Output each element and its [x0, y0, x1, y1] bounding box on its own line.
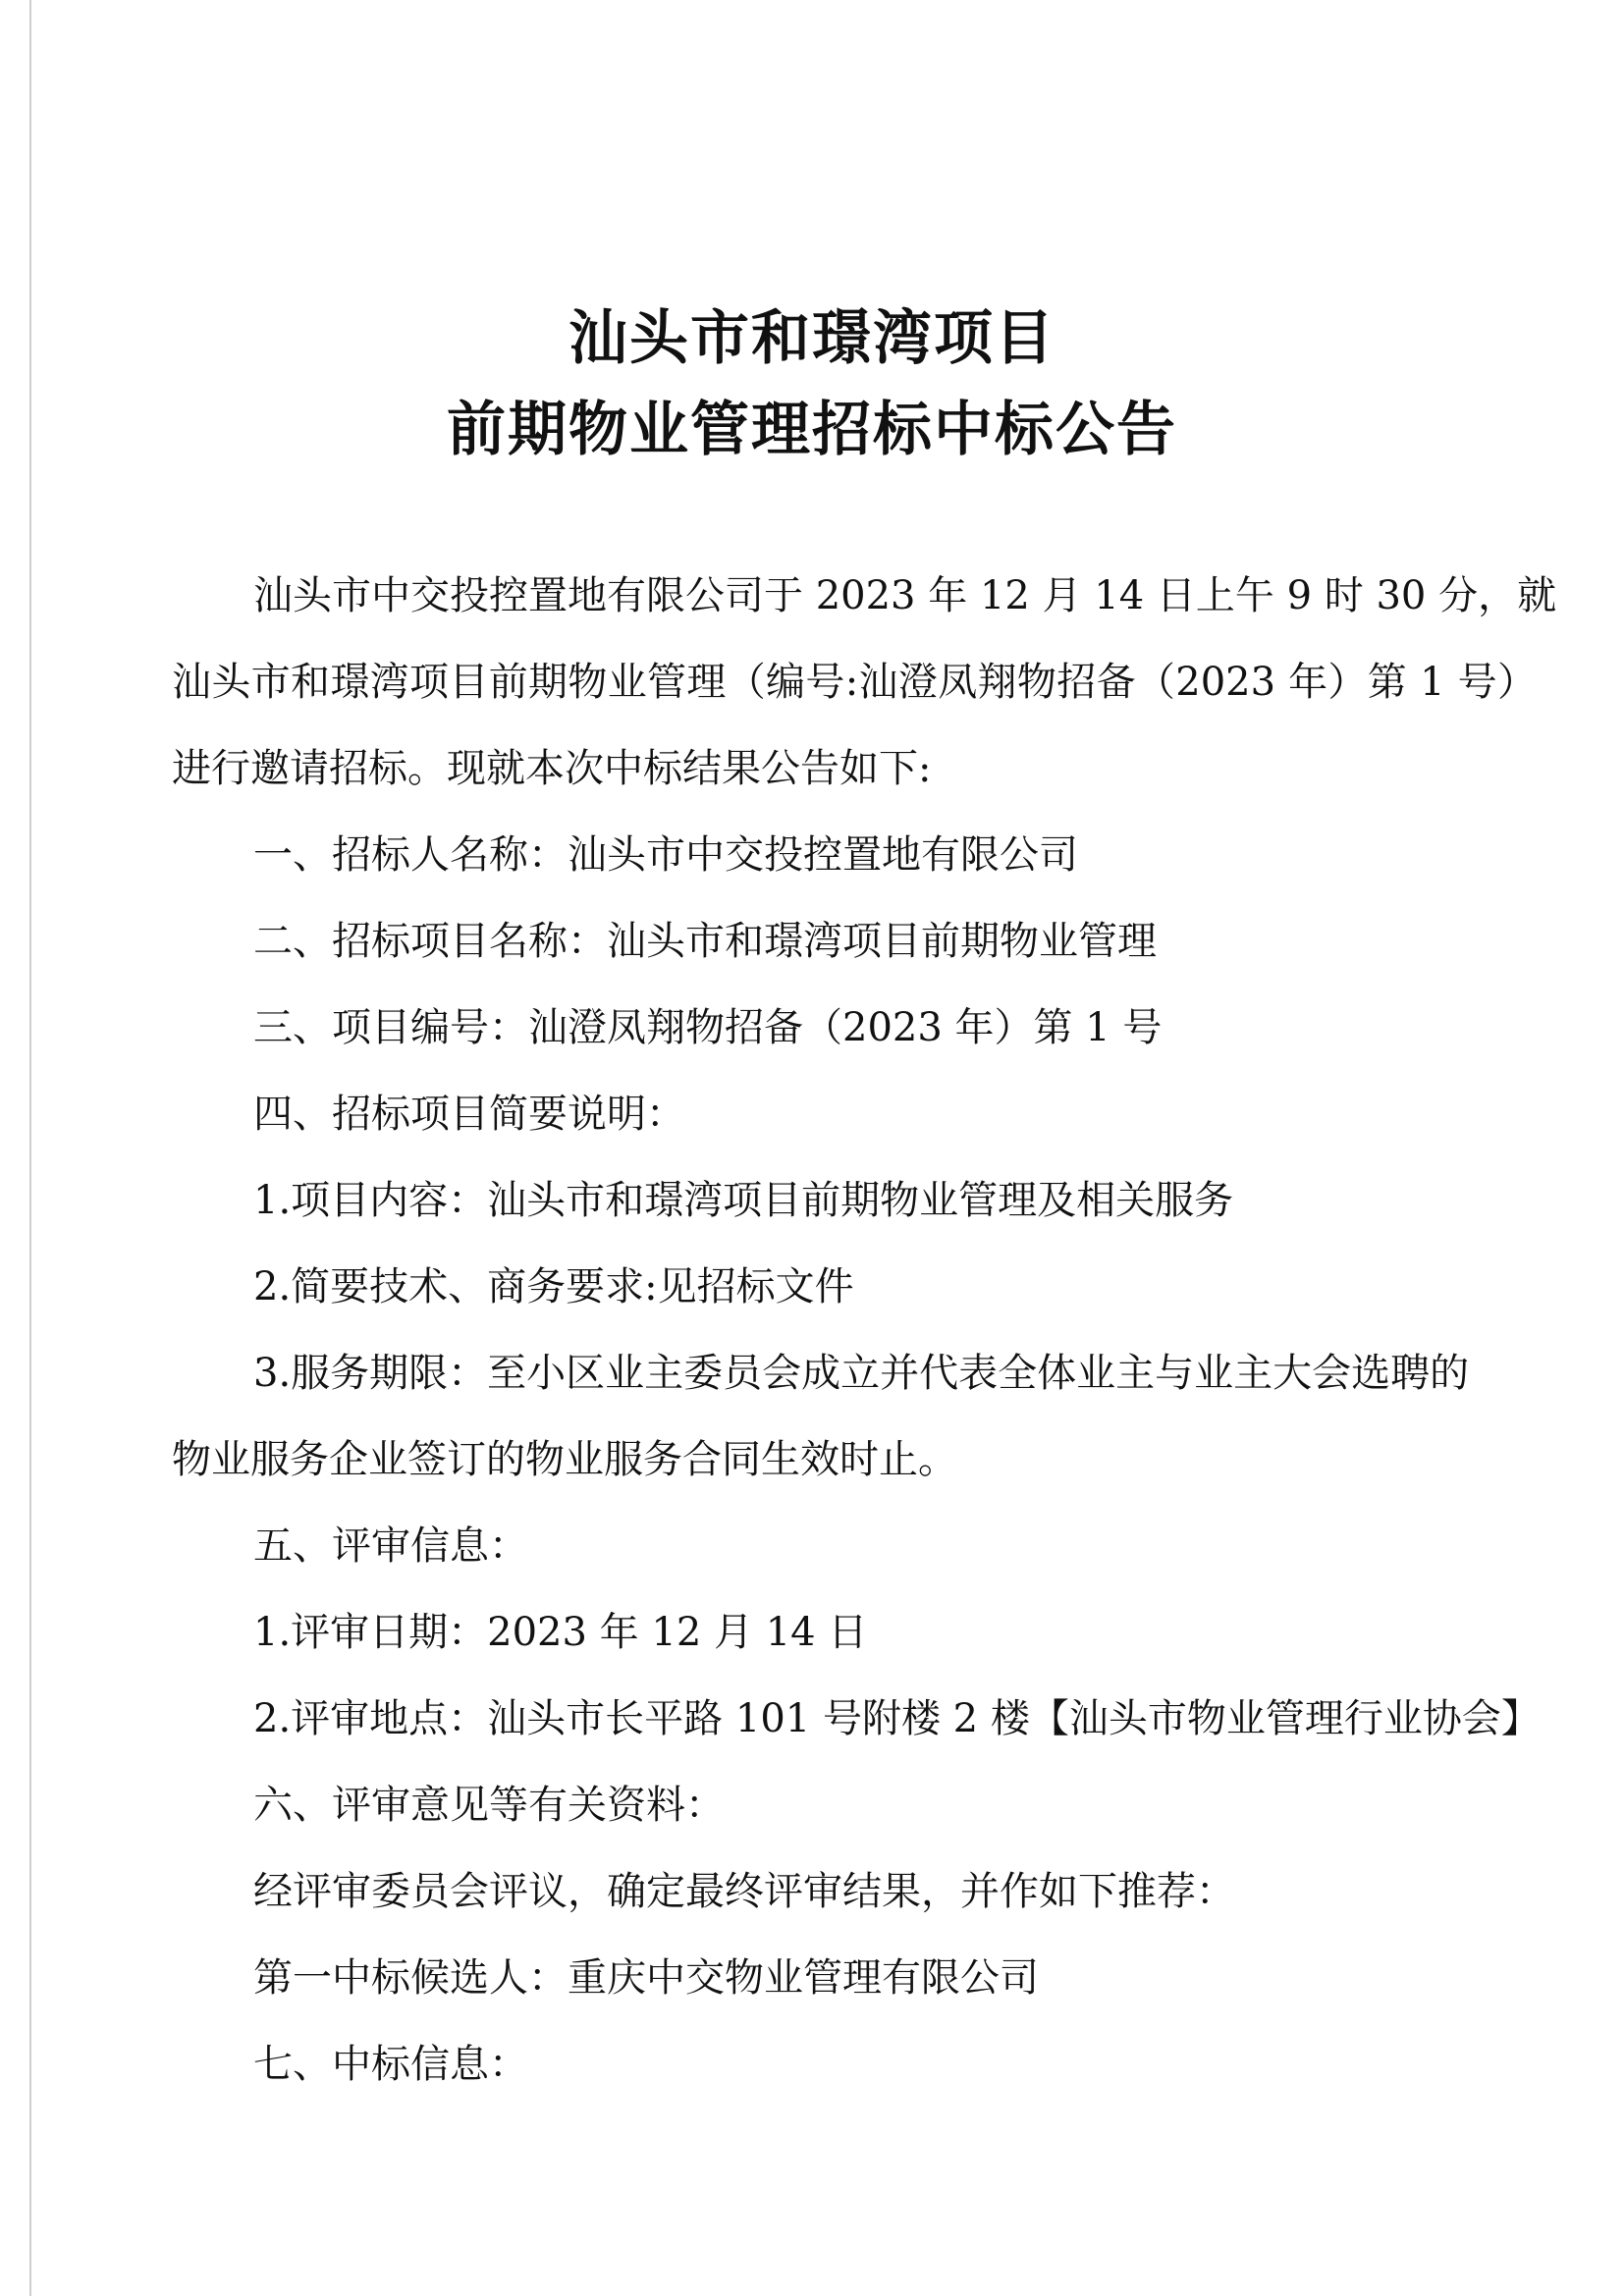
section-4-item-3-text-2: 物业服务企业签订的物业服务合同生效时止。 [172, 1437, 957, 1482]
section-4-item-1-text: 1.项目内容：汕头市和璟湾项目前期物业管理及相关服务 [253, 1178, 1234, 1223]
section-5-text: 五、评审信息： [253, 1523, 528, 1569]
section-4-item-2-text: 2.简要技术、商务要求:见招标文件 [253, 1264, 854, 1309]
section-2-text: 二、招标项目名称：汕头市和璟湾项目前期物业管理 [253, 919, 1157, 964]
intro-text-1: 汕头市中交投控置地有限公司于 2023 年 12 月 14 日上午 9 时 30 分，就 [253, 573, 1557, 618]
section-7-text: 七、中标信息： [253, 2042, 528, 2087]
section-4-item-3-text-1: 3.服务期限：至小区业主委员会成立并代表全体业主与业主大会选聘的 [253, 1351, 1470, 1396]
section-6-evaluation-body: 经评审委员会评议，确定最终评审结果，并作如下推荐： [253, 1869, 1235, 1914]
section-4-text: 四、招标项目简要说明： [253, 1092, 685, 1137]
section-3-text: 三、项目编号：汕澄凤翔物招备（2023 年）第 1 号 [253, 1005, 1163, 1050]
section-1-text: 一、招标人名称：汕头市中交投控置地有限公司 [253, 832, 1078, 878]
section-5-item-2-text: 2.评审地点：汕头市长平路 101 号附楼 2 楼【汕头市物业管理行业协会】 [253, 1696, 1541, 1741]
document-title-line-2: 前期物业管理招标中标公告 [447, 396, 1177, 464]
section-5-item-1-text: 1.评审日期：2023 年 12 月 14 日 [253, 1610, 868, 1655]
intro-text-2: 汕头市和璟湾项目前期物业管理（编号:汕澄凤翔物招备（2023 年）第 1 号） [172, 660, 1537, 705]
section-6-candidate-text: 第一中标候选人：重庆中交物业管理有限公司 [253, 1955, 1039, 2001]
document-title-line-1: 汕头市和璟湾项目 [568, 304, 1056, 373]
section-6-text: 六、评审意见等有关资料： [253, 1783, 725, 1828]
intro-text-3: 进行邀请招标。现就本次中标结果公告如下: [172, 746, 932, 791]
